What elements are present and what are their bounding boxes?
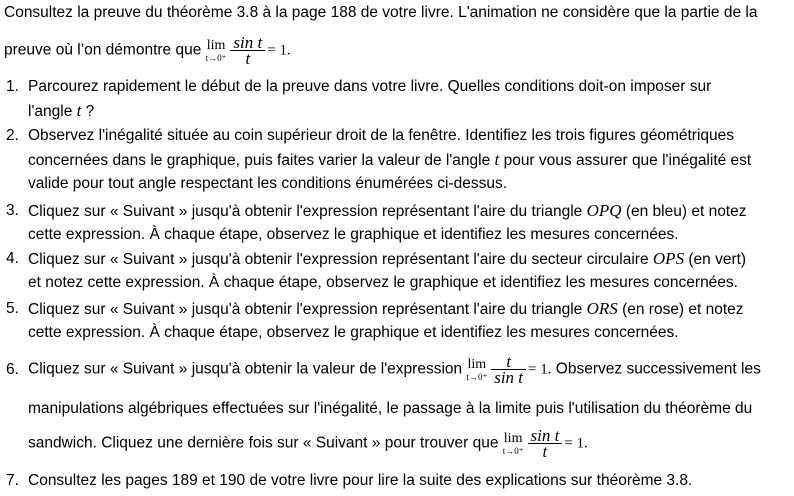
item-2-line-3: valide pour tout angle respectant les conditions énumérées ci-dessus.: [28, 175, 508, 192]
item-number: 3.: [6, 202, 19, 219]
item-number: 7.: [6, 472, 19, 489]
item-1-line-1: Parcourez rapidement le début de la preuve dans votre livre. Quelles conditions doit-on imposer sur: [28, 78, 712, 95]
fraction: $\frac{\text{sin t}}{t}$: [528, 428, 563, 459]
fraction: $\frac{\text{sin t}}{t}$: [230, 35, 265, 66]
item-4-line-2: et notez cette expression. À chaque étape, observez le graphique et identifiez les mesures concernées.: [28, 274, 738, 291]
intro-text: preuve où l’on démontre que: [4, 41, 202, 59]
item-number: 1.: [6, 78, 19, 95]
item-5-line-1: Cliquez sur « Suivant » jusqu'à obtenir l'expression représentant l'aire du triangle ORS (en rose) et notez: [28, 299, 744, 318]
item-number: 2.: [6, 127, 19, 144]
limit-operator: lim t→0⁺: [502, 430, 524, 456]
item-6-line-1: Cliquez sur « Suivant » jusqu'à obtenir la valeur de l'expression lim t→0⁺ $\frac{t}{\text{sin t}}$ = 1. Observez successivement les: [28, 352, 761, 387]
limit-operator: lim t→0⁺: [205, 37, 227, 63]
item-2-line-2: concernées dans le graphique, puis faites varier la valeur de l'angle t pour vous assurer que l'inégalité est: [28, 150, 752, 169]
intro-line-2: [4, 35, 291, 66]
item-number: 6.: [6, 361, 19, 378]
intro-line-1: Consultez la preuve du théorème 3.8 à la page 188 de votre livre. L'animation ne considère que la partie de la: [4, 4, 758, 21]
item-number: 5.: [6, 300, 19, 317]
item-3-line-1: Cliquez sur « Suivant » jusqu'à obtenir l'expression représentant l'aire du triangle OPQ (en bleu) et notez: [28, 201, 747, 220]
item-1-line-2: l'angle t ?: [28, 101, 95, 120]
item-number: 4.: [6, 250, 19, 267]
limit-operator: lim t→0⁺: [466, 356, 488, 382]
fraction: $\frac{t}{\text{sin t}}$: [491, 354, 526, 385]
item-4-line-1: Cliquez sur « Suivant » jusqu'à obtenir l'expression représentant l'aire du secteur circulaire OPS (en vert): [28, 249, 747, 268]
item-6-line-2: manipulations algébriques effectuées sur l'inégalité, le passage à la limite puis l'utilisation du théorème du: [28, 400, 753, 417]
item-2-line-1: Observez l'inégalité située au coin supérieur droit de la fenêtre. Identifiez les trois figures géométriques: [28, 127, 735, 144]
item-6-line-3: sandwich. Cliquez une dernière fois sur « Suivant » pour trouver que lim t→0⁺ $\frac{\text{sin t}}{t}$ = 1.: [28, 426, 588, 461]
item-7-line-1: Consultez les pages 189 et 190 de votre livre pour lire la suite des explications sur théorème 3.8.: [28, 472, 693, 489]
item-3-line-2: cette expression. À chaque étape, observez le graphique et identifiez les mesures concernées.: [28, 226, 679, 243]
item-5-line-2: cette expression. À chaque étape, observez le graphique et identifiez les mesures concernées.: [28, 324, 679, 341]
equals-one: = 1.: [267, 42, 291, 59]
